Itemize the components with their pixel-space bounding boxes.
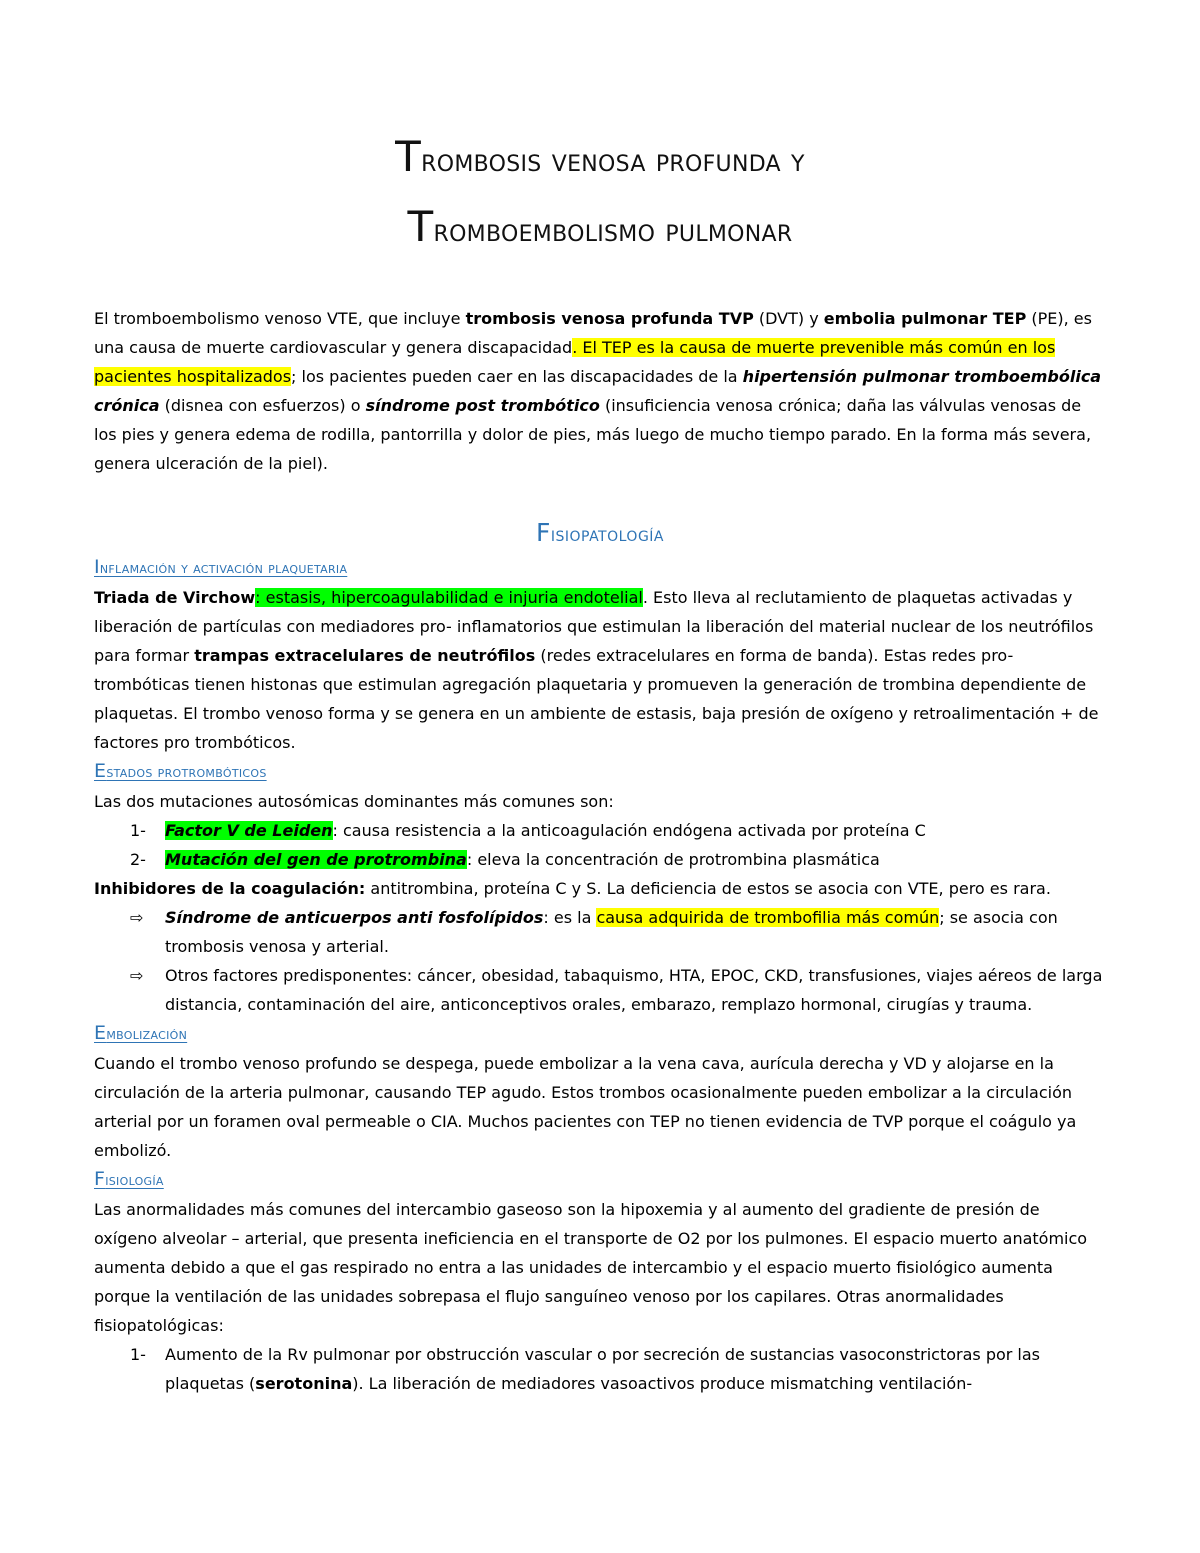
document-title [94,0,1106,264]
list-item [94,1340,1106,1398]
list-text: : es la [543,908,597,927]
intro-text: (insuficiencia venosa crónica; daña las válvulas venosas de los pies y genera edema de rodilla, pantorrilla y dolor de pies, más luego de mucho tiempo parado. En la forma más severa, genera ulceración de la piel). [94,396,1092,473]
intro-bold-italic: hipertensión pulmonar tromboembólica crónica [94,367,1102,415]
heading-rest: mbolización [106,1025,188,1043]
title-line-2 [94,194,1106,264]
heading-cap: E [94,1022,107,1044]
list-marker: 2- [130,850,146,869]
intro-text: El tromboembolismo venoso VTE, que incluye [94,309,466,328]
heading-rest: nflamación y activación plaquetaria [99,559,348,577]
heading-embolizacion [94,1019,1106,1049]
title-cap-1: T [395,132,422,181]
bold-term: Inhibidores de la coagulación: [94,879,366,898]
heading-rest: isiología [105,1171,164,1189]
paragraph-text: . Esto lleva al reclutamiento de plaquetas activadas y liberación de partículas con mediadores pro- inflamatorios que estimulan la liberación del material nuclear de los neutrófilos para formar [94,588,1094,665]
heading-cap: E [94,760,107,782]
mutations-list [94,816,1106,874]
intro-text: (DVT) y [753,309,824,328]
list-item [94,961,1106,1019]
fisiologia-list [94,1340,1106,1398]
list-text: ). La liberación de mediadores vasoactivos produce mismatching ventilación- [352,1374,973,1393]
title-rest-2: romboembolismo pulmonar [433,213,793,249]
estados-lead: Las dos mutaciones autosómicas dominantes más comunes son: [94,792,614,811]
green-highlight: Factor V de Leiden [165,821,333,840]
arrow-bullet-icon: ⇨ [130,908,144,927]
list-text: Aumento de la Rv pulmonar por obstrucción vascular o por secreción de sustancias vasoconstrictoras por las plaquetas ( [165,1345,1041,1393]
bold-term: Triada de Virchow [94,588,256,607]
list-marker: 1- [130,821,146,840]
bold-term: serotonina [255,1374,353,1393]
intro-highlight: . El TEP es la causa de muerte prevenible más común en los pacientes hospitalizados [94,338,1056,386]
list-text: : causa resistencia a la anticoagulación endógena activada por proteína C [332,821,926,840]
green-highlight: : estasis, hipercoagulabilidad e injuria endotelial [255,588,643,607]
yellow-highlight: causa adquirida de trombofilia más común [596,908,940,927]
fisiologia-paragraph: Las anormalidades más comunes del intercambio gaseoso son la hipoxemia y al aumento del gradiente de presión de oxígeno alveolar – arterial, que presenta ineficiencia en el transporte de O2 por los pulmones. El espacio muerto anatómico aumenta debido a que el gas respirado no entra a las unidades de intercambio y el espacio muerto fisiológico aumenta porque la ventilación de las unidades sobrepasa el flujo sanguíneo venoso por los capilares. Otras anormalidades fisiopatológicas: [94,1200,1088,1335]
heading-cap: F [535,518,551,547]
intro-text: ; los pacientes pueden caer en las discapacidades de la [291,367,743,386]
bold-term: trampas extracelulares de neutrófilos [194,646,536,665]
list-marker: 1- [130,1345,146,1364]
inhibidores-paragraph [94,874,1106,903]
intro-text: (PE), es una causa de muerte cardiovascular y genera discapacidad [94,309,1092,357]
heading-rest: isiopatología [550,522,665,546]
list-item [94,903,1106,961]
list-item [94,845,1106,874]
green-highlight: Mutación del gen de protrombina [165,850,467,869]
heading-rest: stados protrombóticos [106,763,267,781]
intro-text: (disnea con esfuerzos) o [159,396,366,415]
heading-cap: F [94,1168,106,1190]
intro-bold: embolia pulmonar TEP [823,309,1027,328]
intro-bold: trombosis venosa profunda TVP [465,309,754,328]
list-text: ; se asocia con trombosis venosa y arterial. [165,908,1058,956]
embolizacion-paragraph: Cuando el trombo venoso profundo se despega, puede embolizar a la vena cava, aurícula derecha y VD y alojarse en la circulación de la arteria pulmonar, causando TEP agudo. Estos trombos ocasionalmente pueden embolizar a la circulación arterial por un foramen oval permeable o CIA. Muchos pacientes con TEP no tienen evidencia de TVP porque el coágulo ya embolizó. [94,1054,1077,1160]
title-cap-2: T [407,202,434,251]
paragraph-text: (redes extracelulares en forma de banda). Estas redes pro- trombóticas tienen histonas que estimulan agregación plaquetaria y promueven la generación de trombina dependiente de plaquetas. El trombo venoso forma y se genera en un ambiente de estasis, baja presión de oxígeno y retroalimentación + de factores pro trombóticos. [94,646,1099,752]
title-line-1 [94,124,1106,194]
list-text: : eleva la concentración de protrombina plasmática [466,850,880,869]
heading-fisiologia [94,1165,1106,1195]
intro-paragraph [94,304,1106,478]
inflamacion-paragraph [94,583,1106,757]
heading-estados-protromboticos [94,757,1106,787]
heading-cap: I [94,556,100,578]
heading-fisiopatologia [94,516,1106,551]
heading-inflamacion [94,553,1106,583]
title-rest-1: rombosis venosa profunda y [421,143,805,179]
arrow-bullet-icon: ⇨ [130,966,144,985]
intro-bold-italic: síndrome post trombótico [365,396,600,415]
bold-italic-term: Síndrome de anticuerpos anti fosfolípidos [165,908,544,927]
arrow-list [94,903,1106,1019]
paragraph-text: antitrombina, proteína C y S. La deficiencia de estos se asocia con VTE, pero es rara. [365,879,1051,898]
list-text: Otros factores predisponentes: cáncer, obesidad, tabaquismo, HTA, EPOC, CKD, transfusiones, viajes aéreos de larga distancia, contaminación del aire, anticonceptivos orales, embarazo, remplazo hormonal, cirugías y trauma. [165,966,1103,1014]
list-item [94,816,1106,845]
